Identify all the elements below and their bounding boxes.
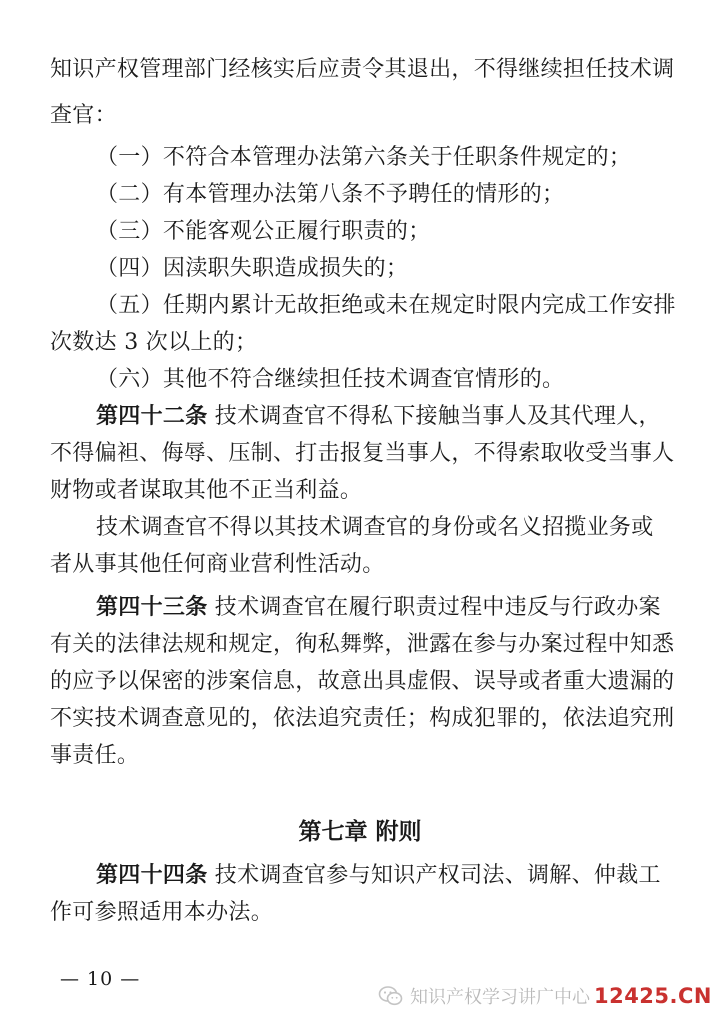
article-heading: 第四十四条 [96, 863, 208, 888]
article-44-first-line [96, 858, 680, 894]
article-text: 技术调查官参与知识产权司法、调解、仲裁工 [207, 863, 661, 888]
chapter-title: 第七章 附则 [298, 819, 422, 845]
watermark-account: 知识产权学习讲广中心 [409, 987, 590, 1008]
article-text: 技术调查官在履行职责过程中违反与行政办案 [207, 595, 661, 620]
article-heading: 第四十三条 [96, 595, 208, 620]
watermark [378, 978, 712, 1014]
article-43-first-line [96, 590, 680, 626]
text-line: 有关的法律法规和规定，徇私舞弊，泄露在参与办案过程中知悉 [50, 632, 675, 657]
list-item: （六）其他不符合继续担任技术调查官情形的。 [96, 367, 565, 392]
list-item: （一）不符合本管理办法第六条关于任职条件规定的； [96, 145, 632, 170]
text-line: 者从事其他任何商业营利性活动。 [50, 552, 385, 577]
text-line: 查官： [50, 103, 117, 128]
text-line: 技术调查官不得以其技术调查官的身份或名义招揽业务或 [96, 515, 654, 540]
article-text: 技术调查官不得私下接触当事人及其代理人， [207, 404, 661, 429]
text-line: 作可参照适用本办法。 [50, 900, 274, 925]
text-line: 不得偏袒、侮辱、压制、打击报复当事人，不得索取收受当事人 [50, 441, 675, 466]
text-line: 财物或者谋取其他不正当利益。 [50, 478, 363, 503]
list-item: （三）不能客观公正履行职责的； [96, 219, 431, 244]
wechat-icon [378, 983, 404, 1009]
text-line: 次数达 3 次以上的； [50, 330, 258, 355]
list-item: （四）因渎职失职造成损失的； [96, 256, 409, 281]
text-line: 不实技术调查意见的，依法追究责任；构成犯罪的，依法追究刑 [50, 706, 675, 731]
page-number: — 10 — [60, 968, 141, 990]
text-line: 事责任。 [50, 743, 140, 768]
list-item: （二）有本管理办法第八条不予聘任的情形的； [96, 182, 565, 207]
article-heading: 第四十二条 [96, 404, 208, 429]
text-line: 知识产权管理部门经核实后应责令其退出，不得继续担任技术调 [50, 57, 675, 82]
text-line: 的应予以保密的涉案信息，故意出具虚假、误导或者重大遗漏的 [50, 669, 675, 694]
list-item: （五）任期内累计无故拒绝或未在规定时限内完成工作安排 [96, 293, 676, 318]
watermark-site: 12425.CN [593, 984, 712, 1008]
article-42-first-line [96, 399, 680, 435]
